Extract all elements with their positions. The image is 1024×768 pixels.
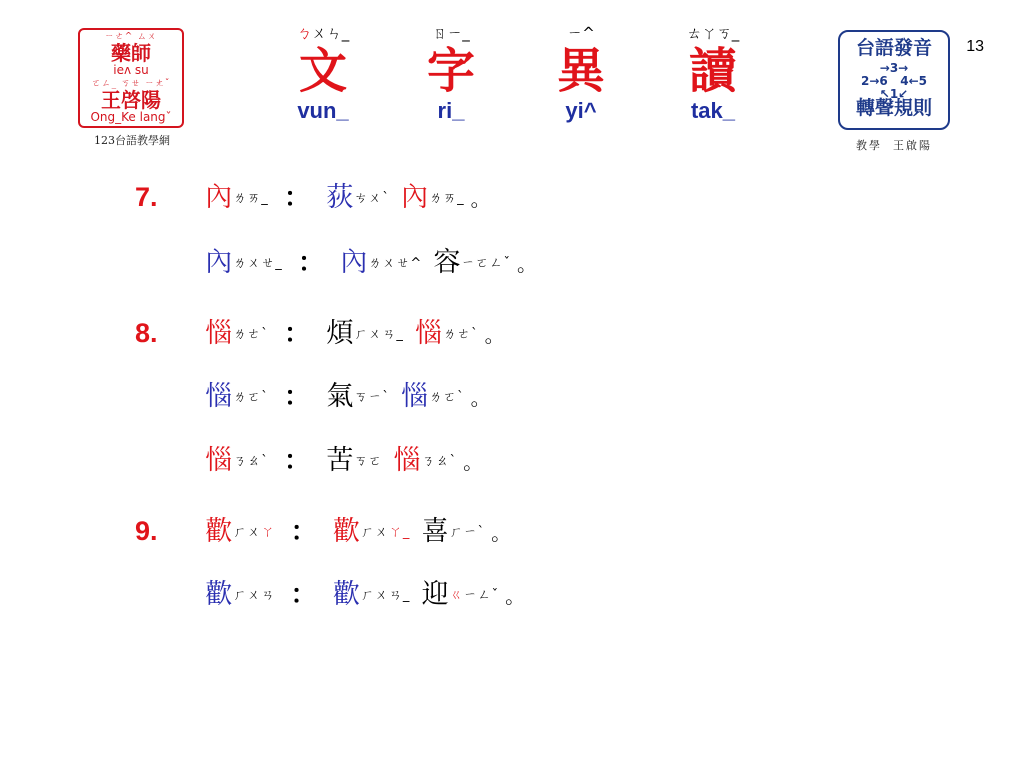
logo-right-line1: 台語發音 [855, 37, 932, 59]
title-column-4 [658, 24, 768, 122]
zhuyin-2: ㄌㄨㄝ^ [368, 255, 423, 271]
tone-cycle-diagram [840, 60, 948, 101]
word-2: 歡 [332, 516, 360, 547]
word-1: 歡 [205, 579, 233, 610]
title-column-2 [396, 24, 506, 122]
word-3: 內 [401, 182, 429, 213]
word-3: 容 [433, 247, 461, 278]
zhuyin-2: ㄏㄨㄢ_ [360, 587, 411, 603]
zhuyin-2-initial: ㄏㄨ [360, 524, 389, 540]
zhuyin-3: ㄌㄞ_ [429, 190, 465, 206]
title-char-1: 文 [298, 43, 347, 99]
tone-rules-logo [838, 30, 950, 130]
entry-8-line-1 [135, 316, 505, 352]
tone-cycle-bottom: ↖1↙ [879, 87, 909, 101]
colon: ： [290, 580, 317, 610]
entry-7-line-1 [135, 180, 491, 216]
zhuyin-3 [450, 588, 500, 603]
logo-rom-bottom: Ong_Ke langˇ [90, 110, 172, 124]
zhuyin-1: ㄌㄛˋ [233, 389, 269, 405]
zhuyin-3: ㄌㄜˋ [443, 326, 479, 342]
word-3: 惱 [393, 445, 421, 476]
zhuyin-1: ㄌㄨㄝ_ [233, 255, 283, 271]
period: 。 [505, 584, 526, 608]
period: 。 [484, 323, 505, 347]
title-rom-1: vun_ [297, 98, 349, 123]
period: 。 [517, 252, 538, 276]
word-1: 內 [205, 182, 233, 213]
word-3: 惱 [401, 381, 429, 412]
zhuyin-1: ㄌㄜˋ [233, 326, 269, 342]
logo-right-caption: 教學 王啟陽 [856, 139, 932, 152]
word-2: 煩 [326, 318, 354, 349]
entry-number: 7. [135, 182, 158, 212]
title-rom-4: tak_ [690, 98, 736, 123]
word-2: 氣 [326, 381, 354, 412]
title-zhuyin-3: ㄧ^ [567, 24, 595, 42]
zhuyin-2: ㄎㄛ [354, 453, 383, 469]
entry-number: 8. [135, 318, 158, 348]
zhuyin-2: ㄏㄨㄢ_ [354, 326, 404, 342]
colon: ： [298, 248, 325, 278]
entry-8-line-2 [135, 380, 491, 415]
zhuyin-3: ㄧㄛㄥˇ [461, 255, 512, 271]
entry-number: 9. [135, 516, 158, 546]
zhuyin-3-initial: ㄍ [449, 587, 464, 603]
colon: ： [284, 183, 311, 213]
period: 。 [470, 386, 491, 410]
logo-rom-top: ieʌ su [113, 63, 149, 77]
zhuyin-3: ㄌㄛˋ [429, 389, 465, 405]
period: 。 [463, 450, 484, 474]
word-2: 苦 [326, 445, 354, 476]
word-2: 歡 [332, 579, 360, 610]
title-zhuyin-2: ㄖㄧ_ [432, 24, 470, 42]
logo-chars-top: 藥師 [111, 41, 151, 65]
colon: ： [284, 319, 311, 349]
word-2: 荻 [326, 182, 354, 213]
zhuyin-2 [361, 525, 411, 540]
title-char-2: 字 [426, 43, 475, 99]
title-zhuyin-1: ㄅㄨㄣ_ [296, 24, 350, 42]
title-rom-2: ri_ [437, 98, 465, 123]
zhuyin-2: ㄘㄨˋ [354, 190, 390, 206]
logo-chars-bottom: 王啓陽 [101, 88, 161, 112]
zhuyin-2-nasal: ㄚ_ [388, 524, 411, 540]
zhuyin-1-nasal: ㄚ [261, 524, 276, 540]
title-char-4: 讀 [688, 43, 737, 99]
colon: ： [284, 446, 311, 476]
title-rom-3: yi^ [565, 98, 597, 123]
period: 。 [491, 521, 512, 545]
title-zhuyin-4: ㄊㄚㄎ_ [686, 24, 740, 42]
zhuyin-1: ㄋㄠˋ [233, 453, 269, 469]
zhuyin-1: ㄌㄞ_ [233, 190, 269, 206]
word-1: 惱 [205, 381, 233, 412]
word-1: 惱 [205, 445, 233, 476]
entry-7-line-2 [135, 246, 537, 281]
logo-left-caption: 123台語教學網 [94, 134, 170, 147]
zhuyin-1: ㄏㄨㄢ [233, 587, 276, 603]
tone-cycle-top: →3→ [879, 61, 909, 75]
word-2: 內 [340, 247, 368, 278]
tone-cycle-mid: 2→6 4←5 [860, 74, 928, 88]
colon: ： [290, 517, 317, 547]
entry-8-line-3 [135, 444, 483, 479]
word-3: 惱 [415, 318, 443, 349]
word-1: 惱 [205, 318, 233, 349]
period: 。 [470, 187, 491, 211]
zhuyin-3: ㄏㄧˋ [449, 524, 486, 540]
word-1: 歡 [205, 516, 233, 547]
zhuyin-1-initial: ㄏㄨ [233, 524, 262, 540]
zhuyin-3: ㄋㄠˋ [421, 453, 458, 469]
entry-9-line-1 [135, 514, 511, 550]
logo-right-line3: 轉聲規則 [855, 97, 932, 119]
yakushi-logo [78, 28, 184, 128]
zhuyin-2: ㄎㄧˋ [354, 389, 390, 405]
word-3: 迎 [421, 579, 449, 610]
colon: ： [284, 382, 311, 412]
zhuyin-3-rest: ㄧㄥˇ [463, 587, 500, 603]
entry-9-line-2 [135, 578, 525, 613]
title-column-3 [526, 24, 636, 122]
page-number: 13 [966, 38, 984, 55]
title-column-1 [268, 24, 378, 122]
logo-zhuyin-top: ㄧㄜ^ ㄙㄨ [104, 32, 158, 42]
logo-zhuyin-mid: ㄛㄥ_ ㄎㄝ ㄧㄤˇ [91, 79, 171, 89]
title-char-3: 異 [556, 43, 605, 99]
word-1: 內 [205, 247, 233, 278]
word-3: 喜 [421, 516, 449, 547]
zhuyin-1 [233, 525, 275, 540]
